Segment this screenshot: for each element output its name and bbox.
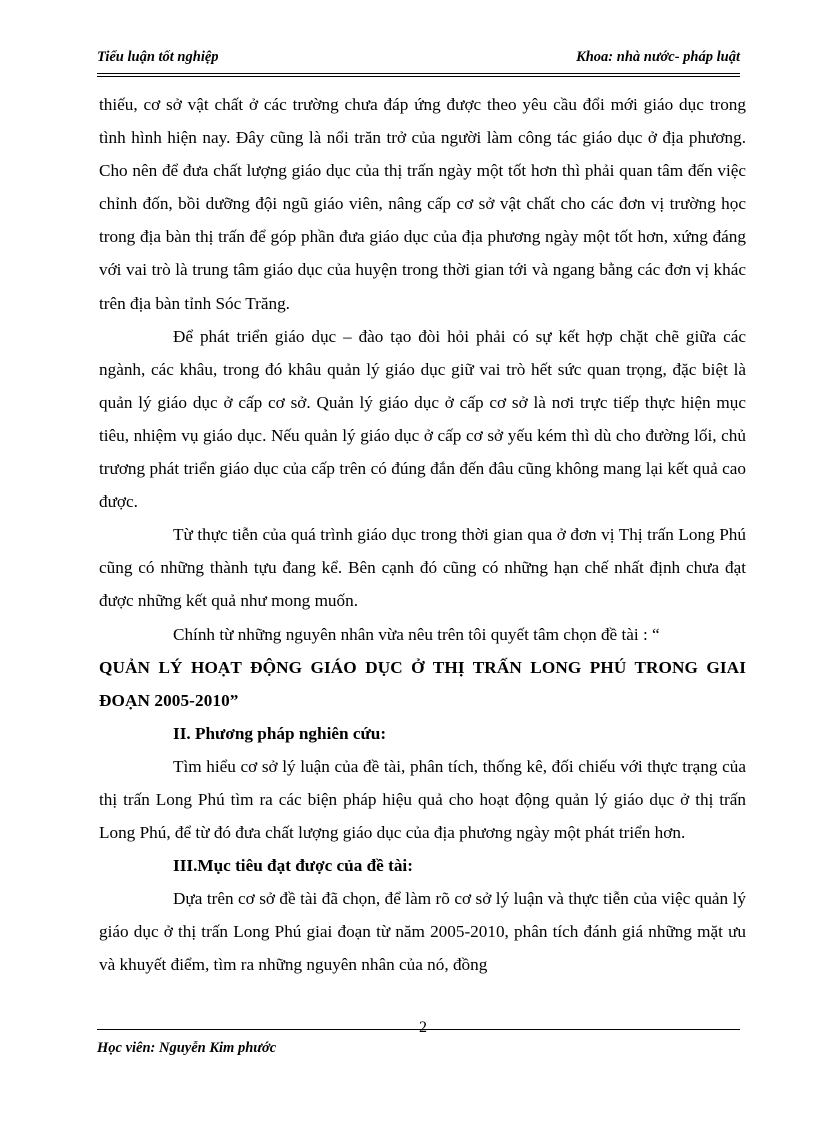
footer-rule (97, 1029, 740, 1030)
header-rule (97, 73, 740, 77)
paragraph-1: thiếu, cơ sở vật chất ở các trường chưa đáp ứng được theo yêu cầu đổi mới giáo dục trong tình hình hiện nay. Đây cũng là nổi trăn trở của người làm công tác giáo dục ở địa phương. Cho nên để đưa chất lượng giáo dục của thị trấn ngày một tốt hơn thì phải quan tâm đến việc chỉnh đốn, bồi dưỡng đội ngũ giáo viên, nâng cấp cơ sở vật chất cho các đơn vị trường học trong địa bàn thị trấn để góp phần đưa giáo dục của địa phương ngày một tốt hơn, xứng đáng với vai trò là trung tâm giáo dục của huyện trong thời gian tới và ngang bằng các đơn vị khác trên địa bàn tỉnh Sóc Trăng. (99, 95, 746, 313)
header-right: Khoa: nhà nước- pháp luật (576, 49, 740, 65)
section-heading-methods: II. Phương pháp nghiên cứu: (173, 723, 387, 743)
paragraph-3: Từ thực tiễn của quá trình giáo dục trong thời gian qua ở đơn vị Thị trấn Long Phú cũng có những thành tựu đang kể. Bên cạnh đó cũng có những hạn chế nhất định chưa đạt được những kết quả như mong muốn. (99, 525, 746, 611)
thesis-title: QUẢN LÝ HOẠT ĐỘNG GIÁO DỤC Ở THỊ TRẤN LONG PHÚ TRONG GIAI ĐOẠN 2005-2010” (99, 657, 746, 710)
paragraph-6: Dựa trên cơ sở đề tài đã chọn, để làm rõ cơ sở lý luận và thực tiễn của việc quản lý giáo dục ở thị trấn Long Phú giai đoạn từ năm 2005-2010, phân tích đánh giá những mặt ưu và khuyết điểm, tìm ra những nguyên nhân của nó, đồng (99, 889, 746, 975)
page-number: 2 (419, 1019, 427, 1036)
header-left: Tiểu luận tốt nghiệp (97, 49, 219, 65)
footer-text: Học viên: Nguyễn Kim phước (97, 1040, 277, 1056)
paragraph-4: Chính từ những nguyên nhân vừa nêu trên tôi quyết tâm chọn đề tài : “ (173, 624, 660, 644)
paragraph-2: Để phát triển giáo dục – đào tạo đòi hỏi phải có sự kết hợp chặt chẽ giữa các ngành, các khâu, trong đó khâu quản lý giáo dục giữ vai trò hết sức quan trọng, đặc biệt là quản lý giáo dục ở cấp cơ sở. Quản lý giáo dục ở cấp cơ sở là nơi trực tiếp thực hiện mục tiêu, nhiệm vụ giáo dục. Nếu quản lý giáo dục ở cấp cơ sở yếu kém thì dù cho đường lối, chủ trương phát triển giáo dục của cấp trên có đúng đắn đến đâu cũng không mang lại kết quả cao được. (99, 326, 746, 512)
paragraph-5: Tìm hiểu cơ sở lý luận của đề tài, phân tích, thống kê, đối chiếu với thực trạng của thị trấn Long Phú tìm ra các biện pháp hiệu quả cho hoạt động quản lý giáo dục ở thị trấn Long Phú, để từ đó đưa chất lượng giáo dục của địa phương ngày một phát triển hơn. (99, 756, 746, 843)
section-heading-objectives: III.Mục tiêu đạt được của đề tài: (173, 856, 413, 876)
document-body (99, 88, 746, 982)
